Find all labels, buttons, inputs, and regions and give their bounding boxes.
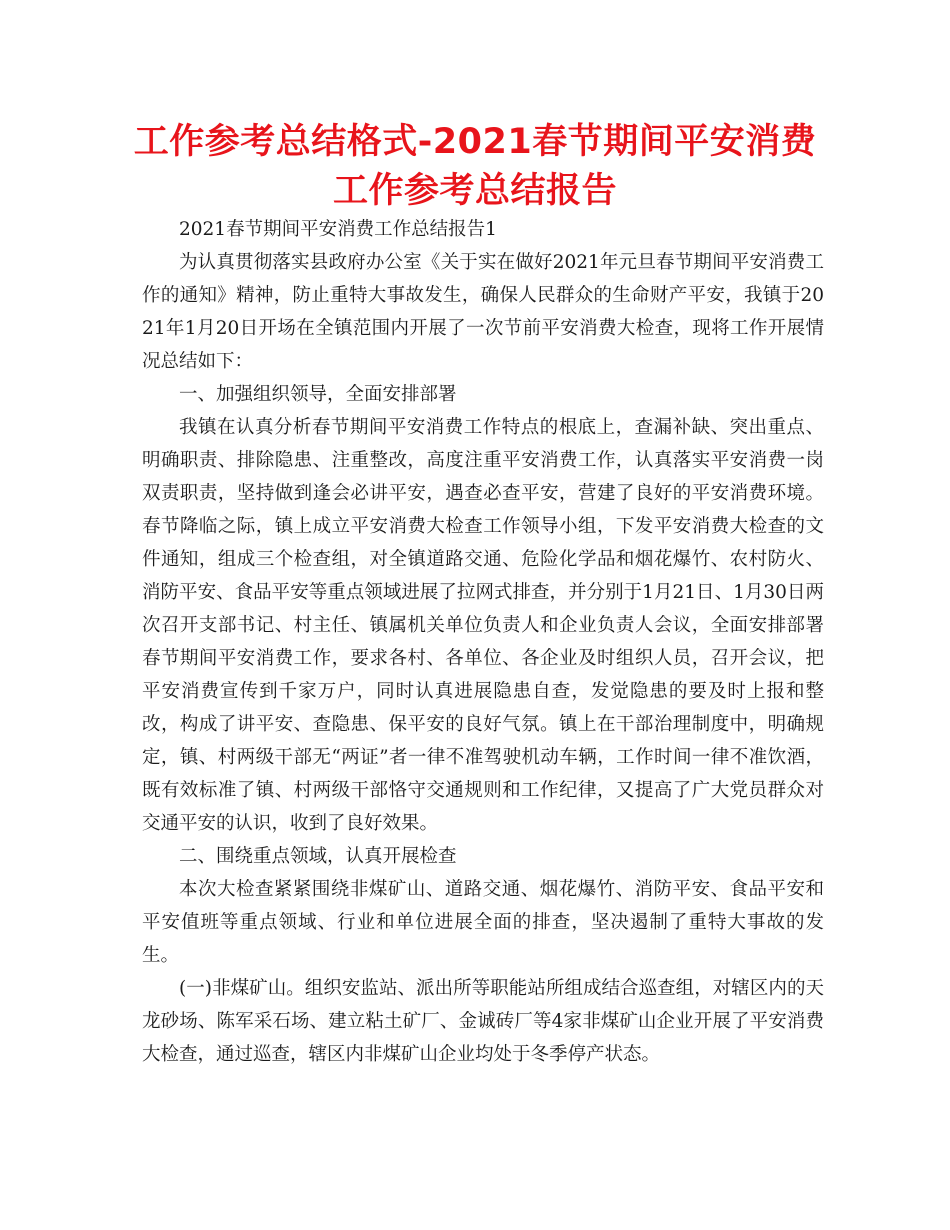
report-subtitle: 2021春节期间平安消费工作总结报告1 [179, 219, 497, 240]
body-paragraph: 本次大检查紧紧围绕非煤矿山、道路交通、烟花爆竹、消防平安、食品平安和平安值班等重点领域、行业和单位进展全面的排查，坚决遏制了重特大事故的发生。 [142, 879, 824, 966]
section-heading: 一、加强组织领导，全面安排部署 [179, 384, 457, 405]
document-body [142, 213, 824, 1071]
body-paragraph: (一)非煤矿山。组织安监站、派出所等职能站所组成结合巡查组，对辖区内的天龙砂场、陈军采石场、建立粘土矿厂、金诚砖厂等4家非煤矿山企业开展了平安消费大检查，通过巡查，辖区内非煤矿山企业均处于冬季停产状态。 [142, 978, 824, 1065]
section-heading: 二、围绕重点领域，认真开展检查 [179, 846, 457, 867]
body-paragraph: 为认真贯彻落实县政府办公室《关于实在做好2021年元旦春节期间平安消费工作的通知》精神，防止重特大事故发生，确保人民群众的生命财产平安，我镇于2021年1月20日开场在全镇范围内开展了一次节前平安消费大检查，现将工作开展情况总结如下： [142, 252, 824, 372]
body-paragraph: 我镇在认真分析春节期间平安消费工作特点的根底上，查漏补缺、突出重点、明确职责、排除隐患、注重整改，高度注重平安消费工作，认真落实平安消费一岗双责职责，坚持做到逢会必讲平安，遇查必查平安，营建了良好的平安消费环境。春节降临之际，镇上成立平安消费大检查工作领导小组，下发平安消费大检查的文件通知，组成三个检查组，对全镇道路交通、危险化学品和烟花爆竹、农村防火、消防平安、食品平安等重点领域进展了拉网式排查，并分别于1月21日、1月30日两次召开支部书记、村主任、镇属机关单位负责人和企业负责人会议，全面安排部署春节期间平安消费工作，要求各村、各单位、各企业及时组织人员，召开会议，把平安消费宣传到千家万户，同时认真进展隐患自查，发觉隐患的要及时上报和整改，构成了讲平安、查隐患、保平安的良好气氛。镇上在干部治理制度中，明确规定，镇、村两级干部无“两证”者一律不准驾驶机动车辆，工作时间一律不准饮酒，既有效标准了镇、村两级干部恪守交通规则和工作纪律，又提高了广大党员群众对交通平安的认识，收到了良好效果。 [142, 417, 824, 834]
document-title: 工作参考总结格式-2021春节期间平安消费工作参考总结报告 [133, 122, 817, 211]
